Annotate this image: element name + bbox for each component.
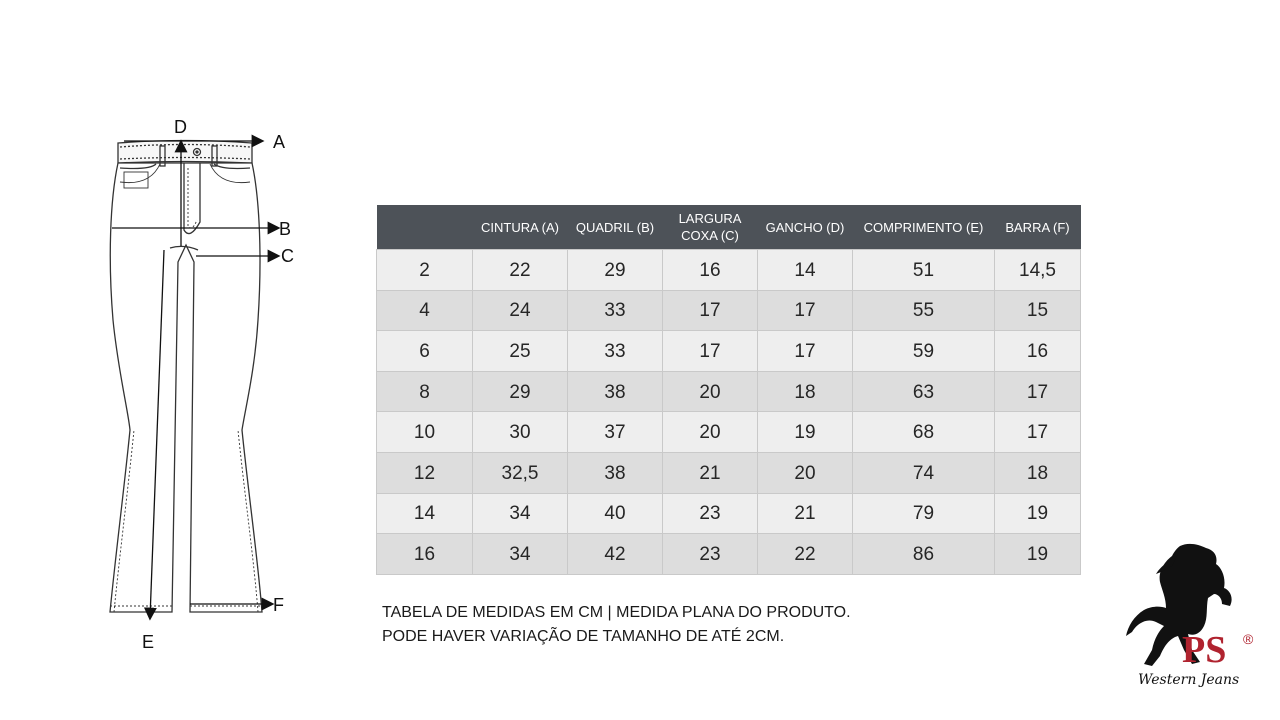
table-cell: 19 [995, 534, 1081, 575]
table-cell: 38 [568, 371, 663, 412]
note-line-2: PODE HAVER VARIAÇÃO DE TAMANHO DE ATÉ 2CM. [382, 628, 785, 645]
label-c: C [281, 246, 294, 266]
table-cell: 12 [377, 452, 473, 493]
table-row [377, 493, 1081, 534]
table-row [377, 452, 1081, 493]
table-cell: 29 [473, 371, 568, 412]
table-cell: 17 [758, 331, 853, 372]
table-row [377, 371, 1081, 412]
table-header-row [377, 205, 1081, 250]
table-cell: 32,5 [473, 452, 568, 493]
table-cell: 25 [473, 331, 568, 372]
table-row [377, 534, 1081, 575]
label-f: F [273, 595, 284, 615]
table-cell: 40 [568, 493, 663, 534]
jeans-outline [110, 141, 262, 613]
jeans-measurement-diagram [0, 0, 320, 660]
table-cell: 37 [568, 412, 663, 453]
table-cell: 17 [758, 290, 853, 331]
table-cell: 17 [663, 331, 758, 372]
table-row [377, 290, 1081, 331]
table-cell: 42 [568, 534, 663, 575]
label-d: D [174, 117, 187, 137]
table-cell: 38 [568, 452, 663, 493]
brand-tagline: Western Jeans [1138, 672, 1240, 688]
table-row [377, 331, 1081, 372]
header-cintura: CINTURA (A) [473, 205, 568, 250]
label-e: E [142, 632, 155, 652]
header-barra: BARRA (F) [995, 205, 1081, 250]
table-cell: 74 [853, 452, 995, 493]
table-cell: 17 [663, 290, 758, 331]
table-cell: 79 [853, 493, 995, 534]
table-cell: 10 [377, 412, 473, 453]
table-cell: 16 [995, 331, 1081, 372]
table-cell: 51 [853, 250, 995, 291]
header-largura-coxa: LARGURA COXA (C) [663, 205, 758, 250]
table-cell: 19 [995, 493, 1081, 534]
table-cell: 17 [995, 412, 1081, 453]
table-cell: 16 [377, 534, 473, 575]
table-cell: 68 [853, 412, 995, 453]
table-cell: 14 [758, 250, 853, 291]
table-cell: 14 [377, 493, 473, 534]
size-chart-table [376, 205, 1081, 575]
header-quadril: QUADRIL (B) [568, 205, 663, 250]
registered-mark: ® [1243, 631, 1254, 647]
table-cell: 34 [473, 534, 568, 575]
header-gancho: GANCHO (D) [758, 205, 853, 250]
table-cell: 6 [377, 331, 473, 372]
table-cell: 19 [758, 412, 853, 453]
brand-letters: PS [1182, 629, 1227, 671]
table-cell: 20 [663, 371, 758, 412]
brand-logo [1122, 538, 1262, 688]
table-cell: 4 [377, 290, 473, 331]
table-cell: 23 [663, 534, 758, 575]
table-cell: 14,5 [995, 250, 1081, 291]
table-cell: 30 [473, 412, 568, 453]
table-cell: 22 [758, 534, 853, 575]
table-cell: 23 [663, 493, 758, 534]
table-cell: 55 [853, 290, 995, 331]
header-comprimento: COMPRIMENTO (E) [853, 205, 995, 250]
table-cell: 20 [758, 452, 853, 493]
table-cell: 8 [377, 371, 473, 412]
table-row [377, 250, 1081, 291]
note-line-1: TABELA DE MEDIDAS EM CM | MEDIDA PLANA DO PRODUTO. [382, 604, 851, 621]
table-cell: 16 [663, 250, 758, 291]
label-b: B [279, 219, 292, 239]
table-cell: 29 [568, 250, 663, 291]
header-size [377, 205, 473, 250]
table-cell: 33 [568, 331, 663, 372]
table-cell: 21 [758, 493, 853, 534]
table-cell: 86 [853, 534, 995, 575]
table-cell: 59 [853, 331, 995, 372]
table-cell: 63 [853, 371, 995, 412]
table-row [377, 412, 1081, 453]
table-cell: 24 [473, 290, 568, 331]
table-cell: 33 [568, 290, 663, 331]
table-cell: 22 [473, 250, 568, 291]
table-cell: 18 [995, 452, 1081, 493]
table-cell: 21 [663, 452, 758, 493]
table-cell: 17 [995, 371, 1081, 412]
table-cell: 15 [995, 290, 1081, 331]
table-cell: 18 [758, 371, 853, 412]
table-cell: 2 [377, 250, 473, 291]
table-cell: 34 [473, 493, 568, 534]
table-cell: 20 [663, 412, 758, 453]
label-a: A [273, 132, 286, 152]
measurement-note [382, 601, 851, 649]
